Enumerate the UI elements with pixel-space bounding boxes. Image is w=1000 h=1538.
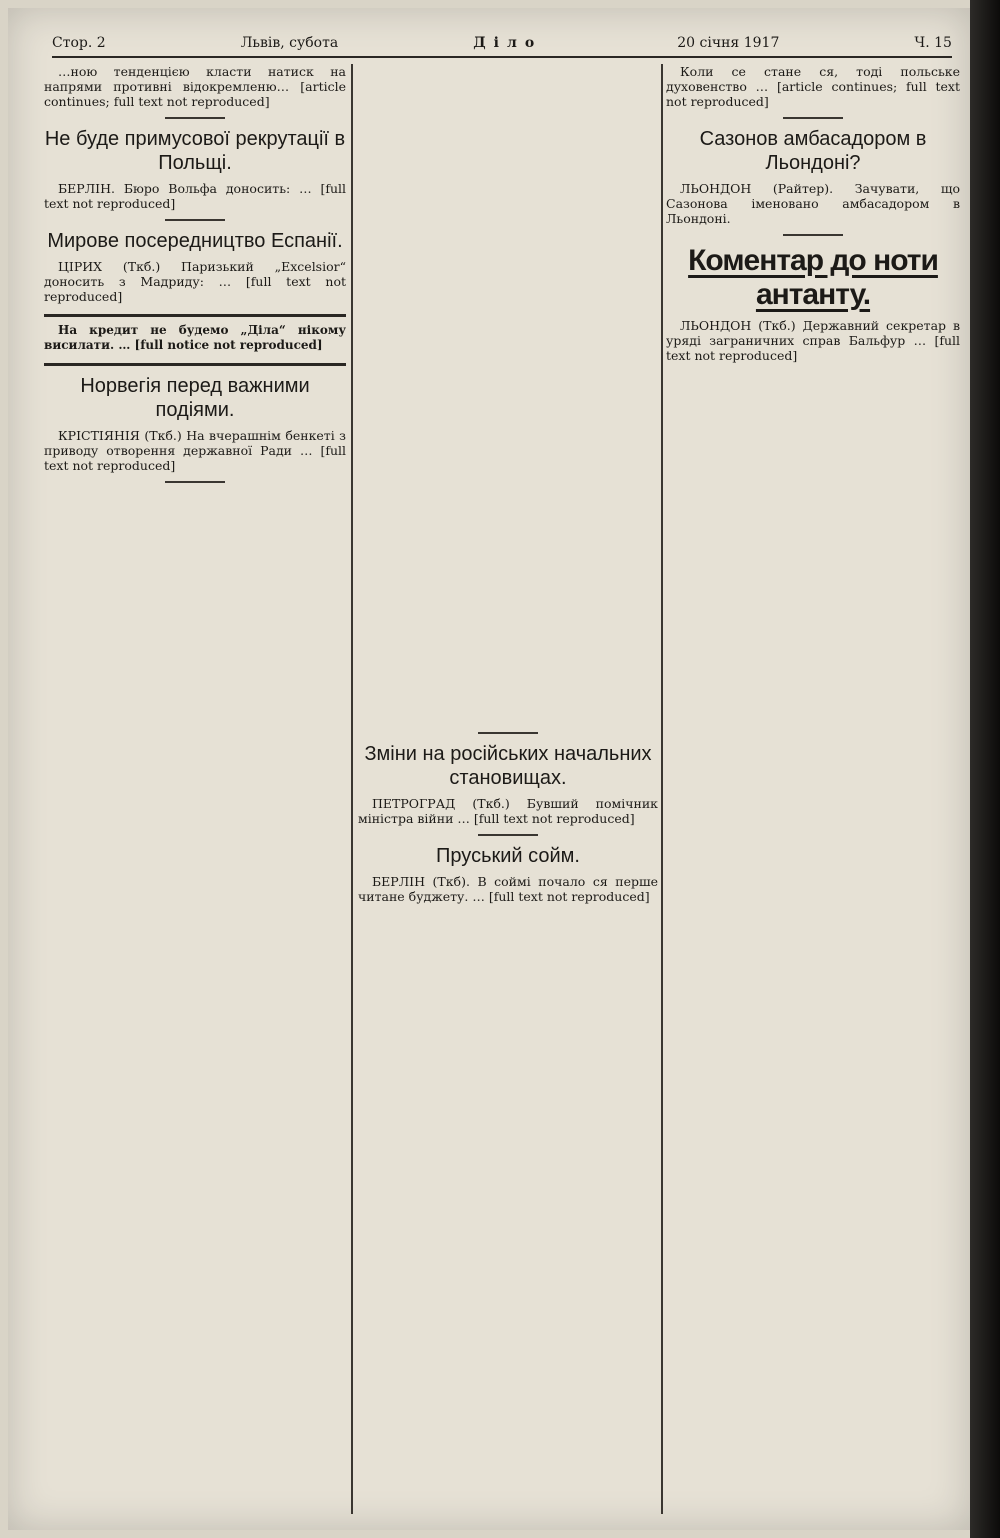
divider xyxy=(165,481,225,483)
issue-date: 20 січня 1917 xyxy=(677,35,780,51)
article-heading: Пруський сойм. xyxy=(436,845,580,867)
article-body: КРІСТІЯНІЯ (Ткб.) На вчерашнім бенкеті з приводу отворення державної Ради … [full text not reproduced] xyxy=(44,428,346,473)
article-body: БЕРЛІН (Ткб). В соймі почало ся перше читане буджету. … [full text not reproduced] xyxy=(358,874,658,904)
divider xyxy=(478,834,538,836)
article-heading: Норвегія перед важними подіями. xyxy=(80,375,310,421)
divider xyxy=(783,234,843,236)
article-heading: Мирове посередництво Еспанії. xyxy=(47,230,343,252)
article-body: БЕРЛІН. Бюро Вольфа доносить: … [full text not reproduced] xyxy=(44,181,346,211)
column-3 xyxy=(666,64,960,1514)
column-2 xyxy=(358,64,658,1514)
notice-text: На кредит не будемо „Діла“ нікому висилати. … [full notice not reproduced] xyxy=(44,323,346,352)
masthead xyxy=(52,30,952,58)
article-body: ЦІРИХ (Ткб.) Паризький „Excelsior“ доносить з Мадриду: … [full text not reproduced] xyxy=(44,259,346,304)
subscription-notice xyxy=(44,323,346,353)
article-body: ЛЬОНДОН (Ткб.) Державний секретар в уряді заграничних справ Бальфур … [full text not reproduced] xyxy=(666,318,960,363)
article-body: …ною тенденцією класти натиск на напрями противні відокремленю… [article continues; full text not reproduced] xyxy=(44,64,346,109)
article-body: Коли се стане ся, тоді польське духовенство … [article continues; full text not reproduced] xyxy=(666,64,960,109)
article-heading: Коментар до ноти антанту. xyxy=(688,244,938,311)
article-heading: Не буде примусової рекрутації в Польщі. xyxy=(44,128,346,174)
divider xyxy=(478,732,538,734)
issue-number: Ч. 15 xyxy=(914,35,952,51)
article-heading: Сазонов амбасадором в Льондоні? xyxy=(699,128,927,174)
article-body: ЛЬОНДОН (Райтер). Зачувати, що Сазонова іменовано амбасадором в Льондоні. xyxy=(666,181,960,226)
divider xyxy=(165,117,225,119)
divider xyxy=(44,363,346,366)
column-rule xyxy=(351,64,353,1514)
divider xyxy=(165,219,225,221)
newspaper-title: Діло xyxy=(473,35,543,51)
article-body: ПЕТРОГРАД (Ткб.) Бувший помічник міністра війни … [full text not reproduced] xyxy=(358,796,658,826)
page-number: Стор. 2 xyxy=(52,35,106,51)
blank-area xyxy=(358,64,658,724)
column-1 xyxy=(44,64,346,1514)
divider xyxy=(783,117,843,119)
column-rule xyxy=(661,64,663,1514)
divider xyxy=(44,314,346,317)
article-heading: Зміни на російських начальних становищах. xyxy=(364,743,652,789)
page-edge xyxy=(970,0,1000,1538)
place-day: Львів, субота xyxy=(240,35,339,51)
